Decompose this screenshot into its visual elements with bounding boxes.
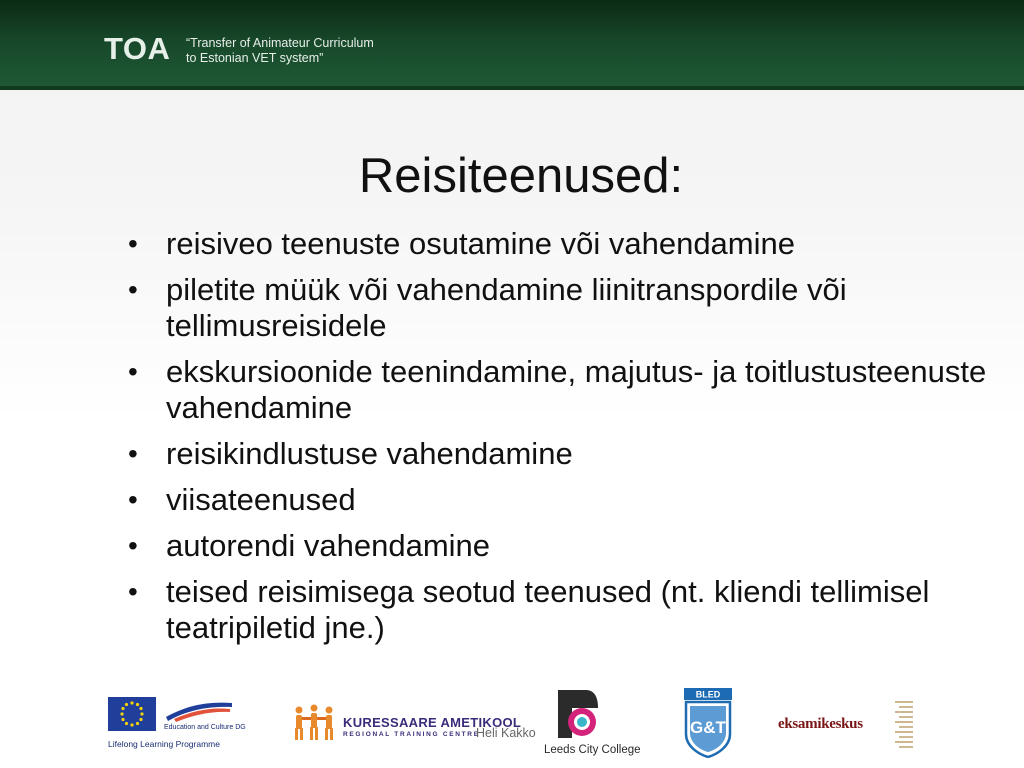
tagline-line-1: “Transfer of Animateur Curriculum	[186, 36, 374, 50]
eksamikeskus-logo: eksamikeskus	[778, 716, 863, 732]
education-culture-wave-icon	[164, 697, 234, 723]
bullet-text: reisiveo teenuste osutamine või vahendamine	[166, 226, 795, 261]
bullet-item	[128, 482, 1008, 518]
slide-title: Reisiteenused:	[358, 149, 684, 203]
bullet-dot: •	[128, 356, 138, 387]
bullet-dot: •	[128, 530, 138, 561]
author-name: Heli Kakko	[476, 726, 536, 740]
header-tagline	[186, 36, 374, 66]
bullet-text: piletite müük või vahendamine liinitranspordile või tellimusreisidele	[166, 272, 847, 343]
tagline-line-2: to Estonian VET system”	[186, 51, 324, 65]
bullet-text: teised reisimisega seotud teenused (nt. kliendi tellimisel teatripiletid jne.)	[166, 574, 930, 645]
bled-mark: G&T	[690, 718, 726, 737]
bullet-item	[128, 226, 1008, 262]
eu-flag-icon	[108, 697, 156, 731]
bullet-text: ekskursioonide teenindamine, majutus- ja toitlustusteenuste vahendamine	[166, 354, 987, 425]
bullet-dot: •	[128, 484, 138, 515]
bullet-item	[128, 436, 1008, 472]
bullet-dot: •	[128, 576, 138, 607]
shield-badge-icon	[684, 688, 732, 758]
leeds-mark-icon	[556, 688, 600, 740]
eu-programme-label: Lifelong Learning Programme	[108, 739, 220, 749]
bullet-text: reisikindlustuse vahendamine	[166, 436, 573, 471]
kuressaare-name: KURESSAARE AMETIKOOL	[343, 715, 522, 730]
bullet-text: viisateenused	[166, 482, 356, 517]
header-divider	[0, 86, 1024, 90]
people-figures-icon	[292, 704, 336, 742]
bullet-text: autorendi vahendamine	[166, 528, 491, 563]
bullet-item	[128, 354, 1008, 426]
bullet-dot: •	[128, 274, 138, 305]
bullet-item	[128, 272, 1008, 344]
bullet-dot: •	[128, 228, 138, 259]
toa-logo: TOA	[104, 31, 171, 66]
kuressaare-subtitle: REGIONAL TRAINING CENTRE	[343, 731, 480, 738]
leeds-college-label: Leeds City College	[544, 744, 641, 756]
bled-label: BLED	[695, 689, 721, 700]
bullet-item	[128, 528, 1008, 564]
bullet-list	[128, 226, 1008, 656]
eu-dg-label: Education and Culture DG	[164, 724, 246, 731]
bullet-item	[128, 574, 1008, 646]
bullet-dot: •	[128, 438, 138, 469]
eu-stars	[108, 697, 156, 731]
eksamikeskus-lines-icon	[895, 700, 913, 750]
